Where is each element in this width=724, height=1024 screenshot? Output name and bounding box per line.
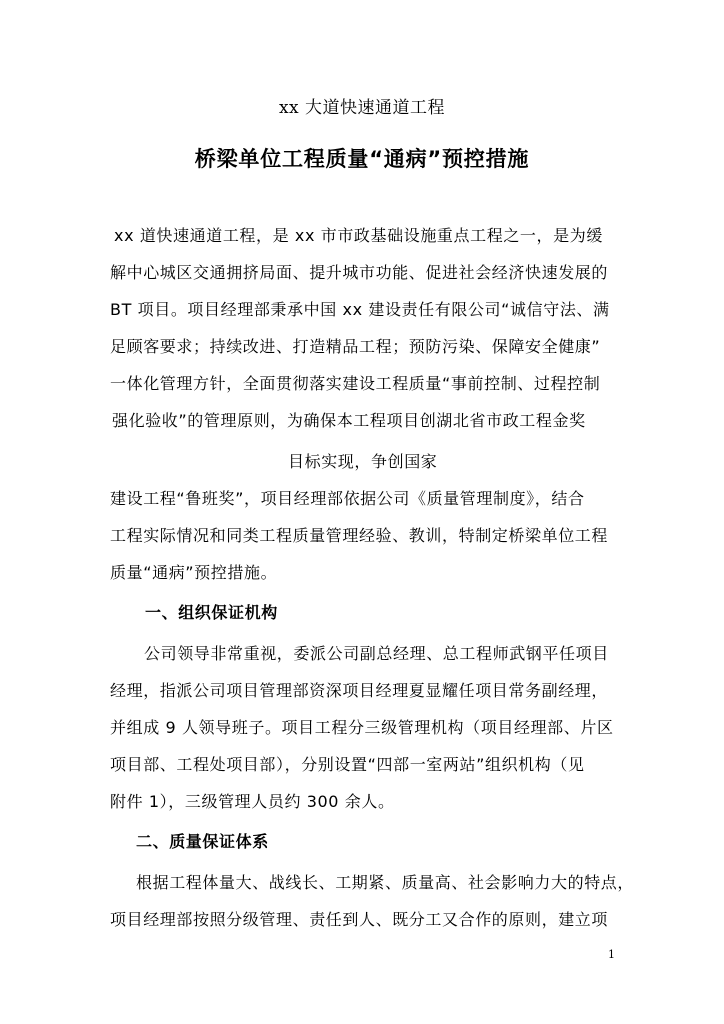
- body-line: 工程实际情况和同类工程质量管理经验、教训，特制定桥梁单位工程: [110, 526, 609, 545]
- body-line: 强化验收”的管理原则，为确保本工程项目创湖北省市政工程金奖: [112, 411, 586, 430]
- body-line: 目标实现，争创国家: [288, 452, 438, 471]
- body-line: 经理，指派公司项目管理部资深项目经理夏显耀任项目常务副经理，: [110, 681, 609, 700]
- body-line: 根据工程体量大、战线长、工期紧、质量高、社会影响力大的特点，: [136, 873, 635, 892]
- body-line: 并组成 9 人领导班子。项目工程分三级管理机构（项目经理部、片区: [110, 718, 614, 737]
- main-title: 桥梁单位工程质量“通病”预控措施: [194, 147, 530, 171]
- page-number: 1: [608, 948, 615, 961]
- body-line: BT 项目。项目经理部秉承中国 xx 建设责任有限公司“诚信守法、满: [110, 300, 610, 319]
- body-line: xx 道快速通道工程，是 xx 市市政基础设施重点工程之一，是为缓: [114, 226, 603, 245]
- body-line: 足顾客要求；持续改进、打造精品工程；预防污染、保障安全健康”: [110, 337, 601, 356]
- section-heading-1: 一、组织保证机构: [145, 603, 278, 622]
- project-title: xx 大道快速通道工程: [278, 98, 446, 118]
- body-line: 一体化管理方针，全面贯彻落实建设工程质量“事前控制、过程控制: [110, 374, 601, 393]
- body-line: 项目部、工程处项目部），分别设置“四部一室两站”组织机构（见: [110, 755, 585, 774]
- section-heading-2: 二、质量保证体系: [136, 832, 269, 851]
- body-line: 质量“通病”预控措施。: [110, 563, 278, 582]
- body-line: 建设工程“鲁班奖”，项目经理部依据公司《质量管理制度》，结合: [110, 489, 585, 508]
- body-line: 附件 1），三级管理人员约 300 余人。: [110, 792, 395, 811]
- body-line: 解中心城区交通拥挤局面、提升城市功能、促进社会经济快速发展的: [110, 263, 609, 282]
- body-line: 项目经理部按照分级管理、责任到人、既分工又合作的原则，建立项: [110, 910, 609, 929]
- body-line: 公司领导非常重视，委派公司副总经理、总工程师武钢平任项目: [144, 644, 609, 663]
